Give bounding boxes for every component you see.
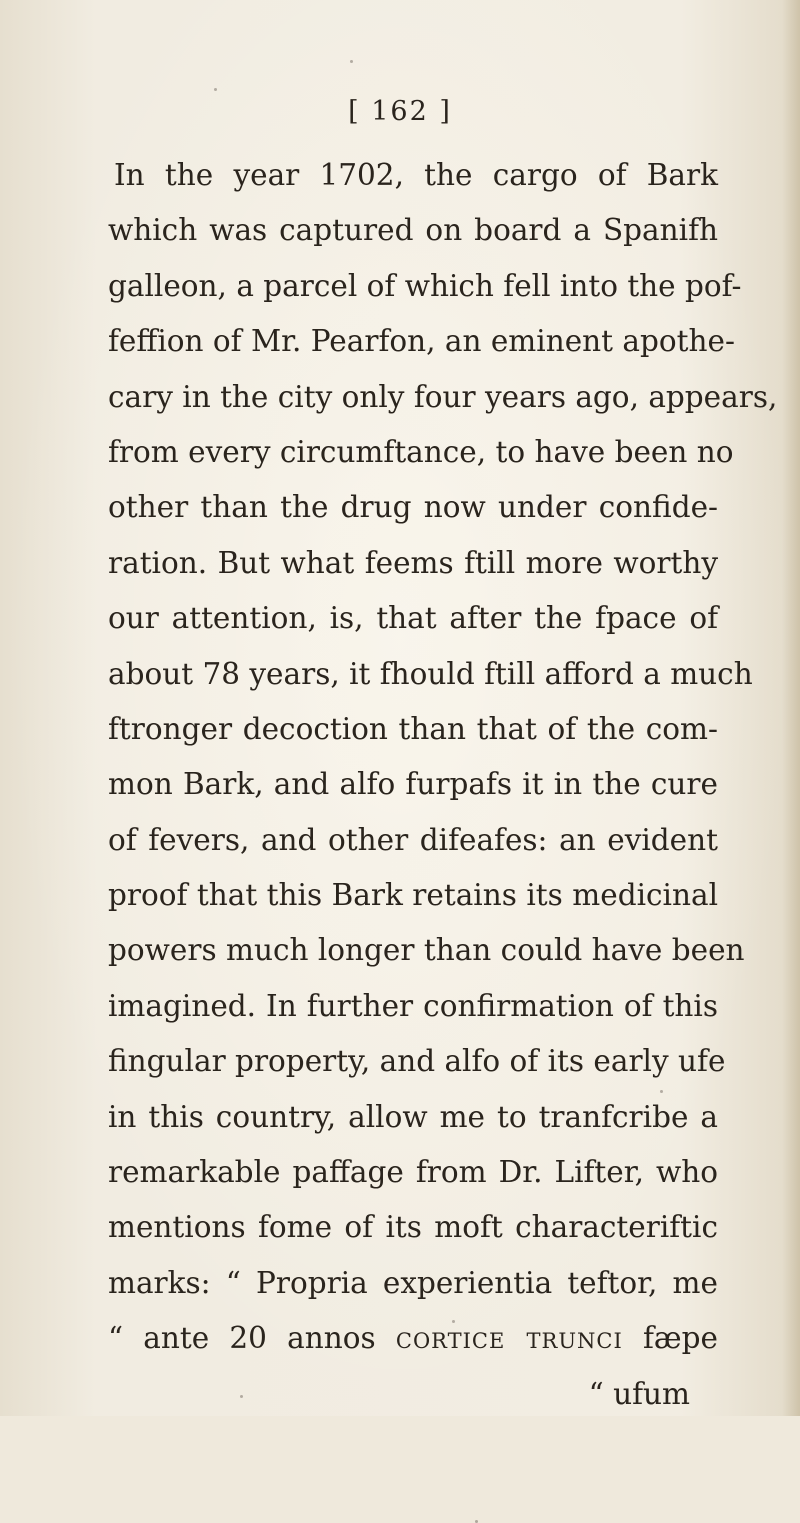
- paper-speck: [240, 1395, 243, 1398]
- text-line: cary in the city only four years ago, appears,: [108, 379, 778, 414]
- text-line: fingular property, and alfo of its early ufe: [108, 1044, 726, 1079]
- body-text: [108, 148, 778, 1422]
- text-line: remarkable paffage from Dr. Lifter, who: [108, 1155, 718, 1190]
- paper-speck: [452, 1320, 455, 1323]
- text-line: mentions fome of its moft characteriftic: [108, 1210, 718, 1245]
- text-line: feffion of Mr. Pearfon, an eminent apothe-: [108, 324, 735, 359]
- text-line: marks: “ Propria experientia teftor, me: [108, 1265, 718, 1300]
- catchword: “ ufum: [588, 1376, 690, 1411]
- text-line: proof that this Bark retains its medicinal: [108, 878, 718, 913]
- paper-speck: [350, 60, 353, 63]
- text-line: ftronger decoction than that of the com-: [108, 711, 718, 746]
- text-line: galleon, a parcel of which fell into the pof-: [108, 268, 742, 303]
- text-line: mon Bark, and alfo furpafs it in the cure: [108, 767, 718, 802]
- text-line: other than the drug now under confide-: [108, 490, 718, 525]
- text-line: our attention, is, that after the fpace of: [108, 601, 718, 636]
- latin-smallcaps: cortice trunci: [395, 1321, 623, 1356]
- text-line: ration. But what feems ftill more worthy: [108, 545, 718, 580]
- text-line: in this country, allow me to tranfcribe a: [108, 1099, 718, 1134]
- paper-speck: [660, 1090, 663, 1093]
- text-line: which was captured on board a Spanifh: [108, 213, 718, 248]
- paper-speck: [214, 88, 217, 91]
- page-number: [ 162 ]: [348, 96, 452, 127]
- text-line: In the year 1702, the cargo of Bark: [114, 158, 718, 192]
- page-edge-shadow: [782, 0, 800, 1416]
- text-line-latin: [108, 1311, 718, 1366]
- text-line: from every circumftance, to have been no: [108, 434, 734, 469]
- text-line: about 78 years, it fhould ftill afford a much: [108, 656, 753, 691]
- text-line: imagined. In further confirmation of this: [108, 988, 718, 1023]
- text-line: of fevers, and other difeafes: an evident: [108, 822, 718, 857]
- text-line: powers much longer than could have been: [108, 933, 745, 968]
- latin-text-start: “ ante 20 annos: [108, 1321, 396, 1356]
- latin-text-end: fæpe: [622, 1321, 719, 1356]
